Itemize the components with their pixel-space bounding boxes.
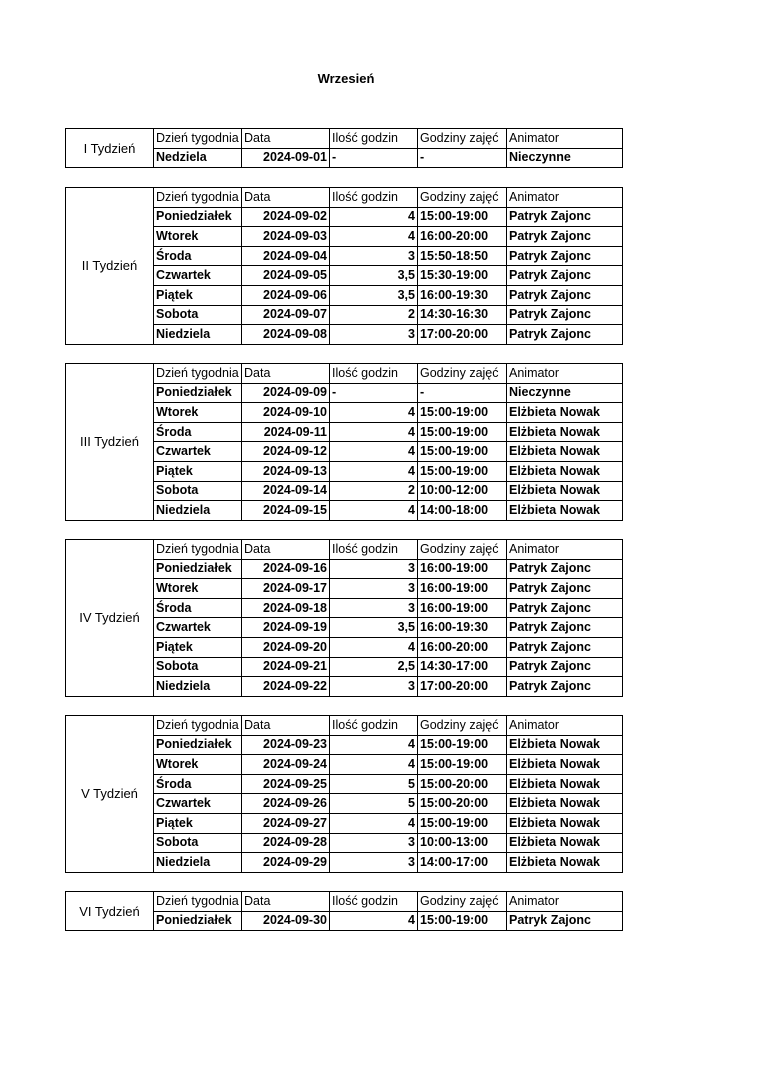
cell-hours: - — [330, 383, 418, 403]
cell-date: 2024-09-01 — [242, 148, 330, 168]
cell-time: 16:00-20:00 — [418, 637, 507, 657]
cell-date: 2024-09-20 — [242, 637, 330, 657]
cell-time: 15:00-19:00 — [418, 735, 507, 755]
cell-hours: 2 — [330, 481, 418, 501]
cell-animator: Patryk Zajonc — [507, 579, 623, 599]
cell-animator: Patryk Zajonc — [507, 911, 623, 931]
cell-time: 16:00-19:30 — [418, 618, 507, 638]
cell-date: 2024-09-21 — [242, 657, 330, 677]
cell-animator: Patryk Zajonc — [507, 598, 623, 618]
cell-time: 15:00-19:00 — [418, 911, 507, 931]
cell-day: Czwartek — [154, 794, 242, 814]
table-header-row — [66, 540, 623, 560]
cell-hours: 3 — [330, 677, 418, 697]
cell-animator: Patryk Zajonc — [507, 246, 623, 266]
cell-hours: 4 — [330, 422, 418, 442]
table-header-row — [66, 716, 623, 736]
header-hours: Ilość godzin — [330, 188, 418, 208]
cell-animator: Elżbieta Nowak — [507, 735, 623, 755]
cell-time: 15:00-19:00 — [418, 422, 507, 442]
cell-animator: Elżbieta Nowak — [507, 755, 623, 775]
cell-hours: 4 — [330, 442, 418, 462]
header-animator: Animator — [507, 540, 623, 560]
cell-hours: 4 — [330, 461, 418, 481]
week-table — [65, 128, 623, 168]
week-label: I Tydzień — [66, 129, 154, 168]
table-header-row — [66, 892, 623, 912]
cell-day: Piątek — [154, 813, 242, 833]
cell-date: 2024-09-22 — [242, 677, 330, 697]
cell-hours: 4 — [330, 735, 418, 755]
cell-hours: 5 — [330, 774, 418, 794]
header-animator: Animator — [507, 892, 623, 912]
cell-hours: 5 — [330, 794, 418, 814]
header-animator: Animator — [507, 364, 623, 384]
cell-day: Nedziela — [154, 148, 242, 168]
header-hours: Ilość godzin — [330, 540, 418, 560]
cell-day: Poniedziałek — [154, 207, 242, 227]
table-header-row — [66, 364, 623, 384]
cell-time: 16:00-19:00 — [418, 579, 507, 599]
cell-date: 2024-09-16 — [242, 559, 330, 579]
header-animator: Animator — [507, 188, 623, 208]
cell-day: Środa — [154, 246, 242, 266]
cell-hours: 3 — [330, 853, 418, 873]
cell-day: Poniedziałek — [154, 383, 242, 403]
cell-hours: 3 — [330, 325, 418, 345]
week-label: V Tydzień — [66, 716, 154, 873]
week-table — [65, 539, 623, 697]
header-hours: Ilość godzin — [330, 892, 418, 912]
cell-animator: Patryk Zajonc — [507, 677, 623, 697]
cell-day: Czwartek — [154, 618, 242, 638]
cell-hours: 4 — [330, 207, 418, 227]
cell-animator: Patryk Zajonc — [507, 559, 623, 579]
cell-day: Środa — [154, 422, 242, 442]
cell-animator: Patryk Zajonc — [507, 285, 623, 305]
cell-date: 2024-09-19 — [242, 618, 330, 638]
cell-day: Poniedziałek — [154, 559, 242, 579]
week-label: III Tydzień — [66, 364, 154, 521]
cell-animator: Patryk Zajonc — [507, 637, 623, 657]
cell-day: Sobota — [154, 481, 242, 501]
header-time: Godziny zajęć — [418, 892, 507, 912]
header-day: Dzień tygodnia — [154, 716, 242, 736]
cell-time: 15:00-19:00 — [418, 442, 507, 462]
cell-day: Sobota — [154, 305, 242, 325]
cell-day: Wtorek — [154, 579, 242, 599]
cell-date: 2024-09-02 — [242, 207, 330, 227]
cell-day: Piątek — [154, 285, 242, 305]
cell-day: Niedziela — [154, 853, 242, 873]
cell-date: 2024-09-29 — [242, 853, 330, 873]
cell-date: 2024-09-27 — [242, 813, 330, 833]
cell-time: 14:30-16:30 — [418, 305, 507, 325]
cell-date: 2024-09-08 — [242, 325, 330, 345]
week-table — [65, 891, 623, 931]
header-animator: Animator — [507, 716, 623, 736]
cell-day: Piątek — [154, 461, 242, 481]
cell-time: 15:00-20:00 — [418, 794, 507, 814]
cell-hours: 3 — [330, 833, 418, 853]
cell-animator: Patryk Zajonc — [507, 207, 623, 227]
header-date: Data — [242, 716, 330, 736]
cell-day: Niedziela — [154, 677, 242, 697]
cell-time: 14:30-17:00 — [418, 657, 507, 677]
cell-day: Niedziela — [154, 501, 242, 521]
table-header-row — [66, 129, 623, 149]
cell-date: 2024-09-12 — [242, 442, 330, 462]
cell-animator: Elżbieta Nowak — [507, 481, 623, 501]
cell-animator: Elżbieta Nowak — [507, 833, 623, 853]
cell-time: 10:00-13:00 — [418, 833, 507, 853]
cell-time: - — [418, 383, 507, 403]
cell-date: 2024-09-11 — [242, 422, 330, 442]
cell-date: 2024-09-30 — [242, 911, 330, 931]
cell-time: 14:00-18:00 — [418, 501, 507, 521]
cell-animator: Elżbieta Nowak — [507, 853, 623, 873]
cell-time: 16:00-19:30 — [418, 285, 507, 305]
cell-hours: 4 — [330, 227, 418, 247]
cell-animator: Patryk Zajonc — [507, 227, 623, 247]
week-label: II Tydzień — [66, 188, 154, 345]
header-time: Godziny zajęć — [418, 540, 507, 560]
cell-animator: Patryk Zajonc — [507, 618, 623, 638]
header-animator: Animator — [507, 129, 623, 149]
header-time: Godziny zajęć — [418, 188, 507, 208]
cell-time: 15:00-19:00 — [418, 755, 507, 775]
cell-animator: Elżbieta Nowak — [507, 461, 623, 481]
page-title: Wrzesień — [317, 71, 375, 86]
cell-date: 2024-09-10 — [242, 403, 330, 423]
week-label: IV Tydzień — [66, 540, 154, 697]
cell-day: Czwartek — [154, 442, 242, 462]
header-day: Dzień tygodnia — [154, 188, 242, 208]
cell-animator: Elżbieta Nowak — [507, 501, 623, 521]
cell-day: Poniedziałek — [154, 911, 242, 931]
cell-day: Wtorek — [154, 403, 242, 423]
cell-date: 2024-09-15 — [242, 501, 330, 521]
cell-animator: Elżbieta Nowak — [507, 422, 623, 442]
header-date: Data — [242, 540, 330, 560]
header-time: Godziny zajęć — [418, 364, 507, 384]
header-time: Godziny zajęć — [418, 716, 507, 736]
cell-time: - — [418, 148, 507, 168]
header-hours: Ilość godzin — [330, 716, 418, 736]
cell-date: 2024-09-05 — [242, 266, 330, 286]
cell-date: 2024-09-26 — [242, 794, 330, 814]
cell-date: 2024-09-17 — [242, 579, 330, 599]
header-time: Godziny zajęć — [418, 129, 507, 149]
cell-hours: 4 — [330, 501, 418, 521]
header-day: Dzień tygodnia — [154, 364, 242, 384]
cell-time: 15:50-18:50 — [418, 246, 507, 266]
cell-day: Piątek — [154, 637, 242, 657]
cell-animator: Patryk Zajonc — [507, 266, 623, 286]
cell-day: Czwartek — [154, 266, 242, 286]
cell-animator: Nieczynne — [507, 383, 623, 403]
cell-animator: Patryk Zajonc — [507, 305, 623, 325]
cell-time: 15:00-20:00 — [418, 774, 507, 794]
week-label: VI Tydzień — [66, 892, 154, 931]
cell-date: 2024-09-28 — [242, 833, 330, 853]
table-header-row — [66, 188, 623, 208]
header-date: Data — [242, 364, 330, 384]
header-date: Data — [242, 892, 330, 912]
cell-hours: 3,5 — [330, 285, 418, 305]
cell-time: 16:00-19:00 — [418, 559, 507, 579]
header-hours: Ilość godzin — [330, 129, 418, 149]
cell-day: Sobota — [154, 833, 242, 853]
cell-date: 2024-09-14 — [242, 481, 330, 501]
cell-hours: 3,5 — [330, 266, 418, 286]
cell-time: 15:30-19:00 — [418, 266, 507, 286]
cell-day: Niedziela — [154, 325, 242, 345]
cell-animator: Elżbieta Nowak — [507, 442, 623, 462]
cell-date: 2024-09-23 — [242, 735, 330, 755]
cell-hours: 4 — [330, 813, 418, 833]
header-day: Dzień tygodnia — [154, 540, 242, 560]
cell-animator: Elżbieta Nowak — [507, 774, 623, 794]
cell-date: 2024-09-07 — [242, 305, 330, 325]
cell-date: 2024-09-06 — [242, 285, 330, 305]
cell-date: 2024-09-09 — [242, 383, 330, 403]
cell-animator: Elżbieta Nowak — [507, 403, 623, 423]
cell-hours: 2 — [330, 305, 418, 325]
cell-day: Wtorek — [154, 755, 242, 775]
cell-date: 2024-09-18 — [242, 598, 330, 618]
cell-time: 15:00-19:00 — [418, 403, 507, 423]
cell-time: 15:00-19:00 — [418, 207, 507, 227]
cell-hours: 3,5 — [330, 618, 418, 638]
cell-time: 17:00-20:00 — [418, 325, 507, 345]
week-table — [65, 715, 623, 873]
cell-hours: 3 — [330, 246, 418, 266]
week-table — [65, 187, 623, 345]
cell-day: Środa — [154, 774, 242, 794]
cell-date: 2024-09-03 — [242, 227, 330, 247]
header-day: Dzień tygodnia — [154, 892, 242, 912]
cell-hours: 3 — [330, 598, 418, 618]
cell-day: Środa — [154, 598, 242, 618]
header-day: Dzień tygodnia — [154, 129, 242, 149]
cell-day: Sobota — [154, 657, 242, 677]
cell-animator: Nieczynne — [507, 148, 623, 168]
cell-date: 2024-09-25 — [242, 774, 330, 794]
cell-animator: Patryk Zajonc — [507, 325, 623, 345]
cell-date: 2024-09-24 — [242, 755, 330, 775]
header-date: Data — [242, 188, 330, 208]
cell-day: Poniedziałek — [154, 735, 242, 755]
cell-time: 15:00-19:00 — [418, 813, 507, 833]
week-table — [65, 363, 623, 521]
cell-hours: 4 — [330, 637, 418, 657]
cell-time: 10:00-12:00 — [418, 481, 507, 501]
cell-animator: Elżbieta Nowak — [507, 794, 623, 814]
cell-animator: Elżbieta Nowak — [507, 813, 623, 833]
cell-hours: 4 — [330, 911, 418, 931]
cell-time: 17:00-20:00 — [418, 677, 507, 697]
cell-hours: 2,5 — [330, 657, 418, 677]
header-date: Data — [242, 129, 330, 149]
cell-time: 16:00-20:00 — [418, 227, 507, 247]
cell-date: 2024-09-13 — [242, 461, 330, 481]
cell-time: 14:00-17:00 — [418, 853, 507, 873]
cell-hours: 3 — [330, 579, 418, 599]
cell-hours: 3 — [330, 559, 418, 579]
cell-hours: 4 — [330, 403, 418, 423]
cell-time: 16:00-19:00 — [418, 598, 507, 618]
header-hours: Ilość godzin — [330, 364, 418, 384]
cell-time: 15:00-19:00 — [418, 461, 507, 481]
cell-hours: - — [330, 148, 418, 168]
cell-day: Wtorek — [154, 227, 242, 247]
cell-hours: 4 — [330, 755, 418, 775]
cell-animator: Patryk Zajonc — [507, 657, 623, 677]
cell-date: 2024-09-04 — [242, 246, 330, 266]
